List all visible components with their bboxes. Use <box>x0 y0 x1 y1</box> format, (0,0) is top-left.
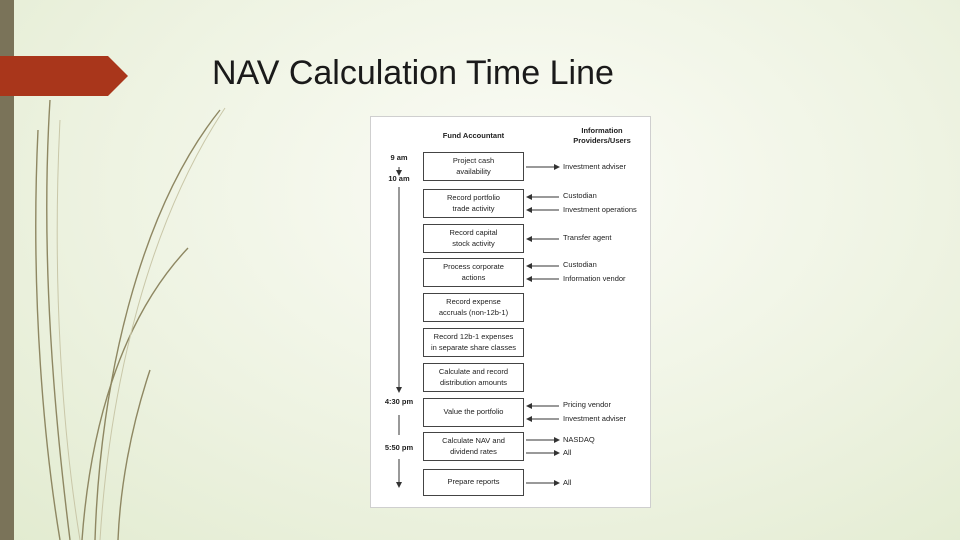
step-project-cash <box>423 152 524 181</box>
header-information-providers <box>567 126 637 146</box>
step-calculate-nav <box>423 432 524 461</box>
step-calculate-distributions <box>423 363 524 392</box>
time-label-550pm: 5:50 pm <box>384 443 414 452</box>
step-line1: Project cash <box>452 156 495 165</box>
step-line2: dividend rates <box>450 446 497 456</box>
step-line2: availability <box>456 166 491 176</box>
step-line2: stock activity <box>452 238 495 248</box>
user-all: All <box>563 448 572 457</box>
step-line2: trade activity <box>452 203 495 213</box>
nav-timeline-diagram <box>370 116 651 508</box>
step-line1: Process corporate <box>443 262 504 271</box>
time-label-430pm: 4:30 pm <box>384 397 414 406</box>
step-line1: Record expense <box>446 297 501 306</box>
header-fund-accountant: Fund Accountant <box>442 131 505 140</box>
provider-investment-operations: Investment operations <box>563 205 637 214</box>
step-line1: Record 12b-1 expenses <box>433 332 514 341</box>
step-line1: Calculate NAV and <box>442 436 505 445</box>
step-line2: actions <box>461 272 486 282</box>
provider-custodian: Custodian <box>563 191 597 200</box>
provider-transfer-agent: Transfer agent <box>563 233 612 242</box>
step-line2: distribution amounts <box>439 377 508 387</box>
slide-title: NAV Calculation Time Line <box>212 54 614 92</box>
provider-custodian-2: Custodian <box>563 260 597 269</box>
step-prepare-reports <box>423 469 524 496</box>
provider-pricing-vendor: Pricing vendor <box>563 400 611 409</box>
step-record-expense-accruals <box>423 293 524 322</box>
user-all-2: All <box>563 478 572 487</box>
provider-investment-adviser: Investment adviser <box>563 162 626 171</box>
step-record-12b1-expenses <box>423 328 524 357</box>
provider-information-vendor: Information vendor <box>563 274 626 283</box>
step-value-portfolio <box>423 398 524 427</box>
step-line2: accruals (non-12b-1) <box>438 307 509 317</box>
step-line2: in separate share classes <box>430 342 517 352</box>
user-nasdaq: NASDAQ <box>563 435 595 444</box>
title-arrow-shape <box>0 56 128 96</box>
header-providers-line1: Information <box>581 126 623 135</box>
time-label-9am: 9 am <box>390 153 408 162</box>
time-label-10am: 10 am <box>388 174 410 183</box>
header-providers-line2: Providers/Users <box>573 136 631 145</box>
step-line1: Record portfolio <box>447 193 500 202</box>
step-line1: Record capital <box>449 228 498 237</box>
step-record-portfolio-trades <box>423 189 524 218</box>
step-line1: Value the portfolio <box>443 407 504 417</box>
provider-investment-adviser-2: Investment adviser <box>563 414 626 423</box>
step-process-corporate-actions <box>423 258 524 287</box>
step-record-capital-stock <box>423 224 524 253</box>
step-line1: Calculate and record <box>438 367 509 376</box>
step-line1: Prepare reports <box>447 477 500 487</box>
